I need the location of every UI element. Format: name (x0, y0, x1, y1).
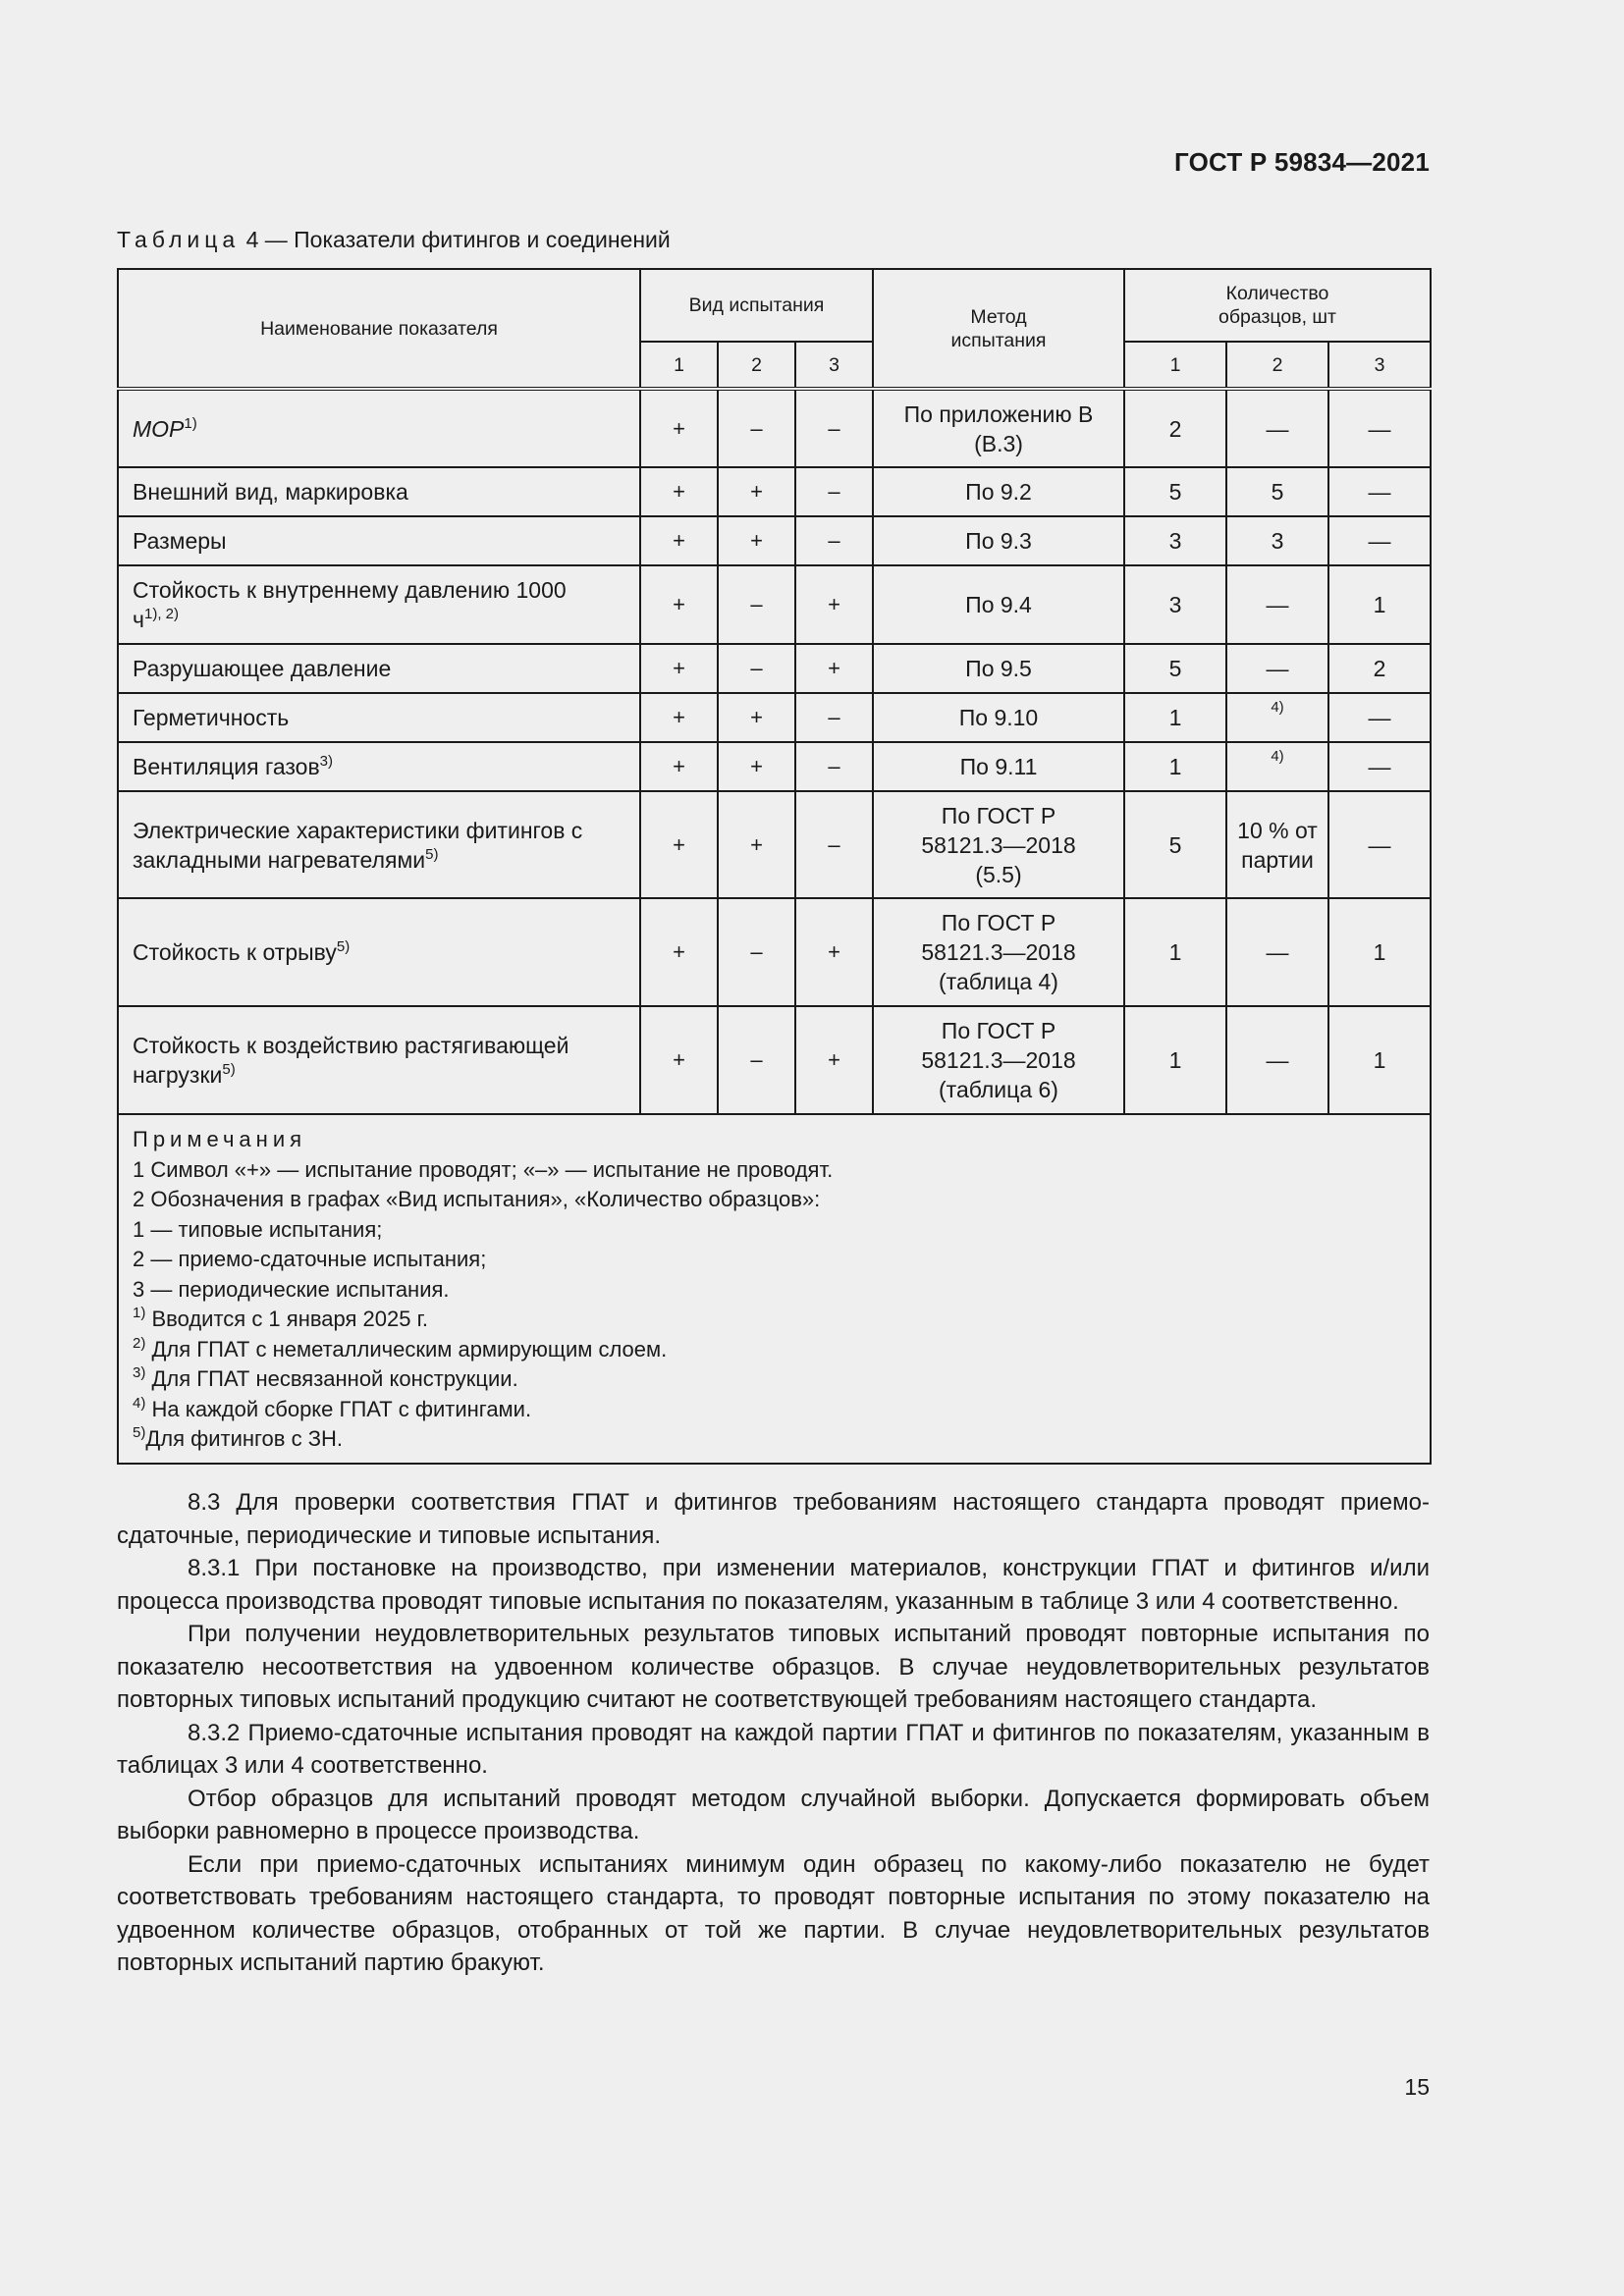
footnote: $^{5)}$Для фитингов с ЗН. (133, 1424, 343, 1451)
paragraph: При получении неудовлетворительных результатов типовых испытаний проводят повторные испытания по показателю несоответствия на удвоенном количестве образцов. В случае неудовлетворительных результатов повторных типовых испытаний продукцию считают не соответствующей требованиям настоящего стандарта. (117, 1621, 1430, 1713)
row-name: Герметичность (118, 693, 640, 742)
row-test-3: + (795, 644, 873, 693)
indicators-table (117, 268, 1432, 1465)
row-test-1: + (640, 516, 718, 565)
row-method: По ГОСТ Р 58121.3—2018 (таблица 6) (873, 1006, 1124, 1114)
row-samples-3: — (1328, 389, 1431, 467)
row-test-1: + (640, 1006, 718, 1114)
row-samples-1: 5 (1124, 791, 1226, 898)
table-header-row-1 (118, 269, 1431, 342)
table-caption-text: 4 — Показатели фитингов и соединений (245, 227, 671, 252)
row-test-1: + (640, 565, 718, 644)
row-samples-3: — (1328, 791, 1431, 898)
col-header-samples-1: 1 (1124, 342, 1226, 389)
paragraph: Отбор образцов для испытаний проводят методом случайной выборки. Допускается формировать объем выборки равномерно в процессе производства. (117, 1785, 1430, 1844)
row-test-3: + (795, 1006, 873, 1114)
row-test-2: + (718, 742, 795, 791)
col-header-samples-2: 2 (1226, 342, 1328, 389)
row-test-3: + (795, 898, 873, 1006)
row-samples-1: 1 (1124, 693, 1226, 742)
row-test-2: – (718, 898, 795, 1006)
row-samples-3: — (1328, 467, 1431, 516)
row-test-3: – (795, 467, 873, 516)
row-samples-1: 2 (1124, 389, 1226, 467)
row-samples-2: — (1226, 565, 1328, 644)
col-header-test-3: 3 (795, 342, 873, 389)
row-method: По 9.4 (873, 565, 1124, 644)
row-test-2: + (718, 791, 795, 898)
row-test-1: + (640, 389, 718, 467)
table-caption-word: Таблица (117, 227, 241, 252)
row-method: По ГОСТ Р 58121.3—2018 (таблица 4) (873, 898, 1124, 1006)
col-header-test-1: 1 (640, 342, 718, 389)
row-test-1: + (640, 742, 718, 791)
row-samples-3: 1 (1328, 1006, 1431, 1114)
row-method: По ГОСТ Р 58121.3—2018 (5.5) (873, 791, 1124, 898)
row-samples-3: — (1328, 742, 1431, 791)
row-test-1: + (640, 693, 718, 742)
row-test-1: + (640, 791, 718, 898)
row-name: Размеры (118, 516, 640, 565)
row-samples-1: 1 (1124, 1006, 1226, 1114)
row-name: Стойкость к внутреннему давлению 1000 $ч^{1), 2)}$ (118, 565, 640, 644)
row-samples-3: — (1328, 516, 1431, 565)
col-header-test-type: Вид испытания (640, 269, 873, 342)
row-test-3: + (795, 565, 873, 644)
row-method: По 9.10 (873, 693, 1124, 742)
page-number: 15 (1404, 2074, 1430, 2100)
table-row (118, 791, 1431, 898)
table-row (118, 516, 1431, 565)
row-samples-1: 1 (1124, 742, 1226, 791)
row-method: По 9.3 (873, 516, 1124, 565)
row-name: Электрические характеристики фитингов с закладными нагревателями$^{5)}$ (118, 791, 640, 898)
row-name: Разрушающее давление (118, 644, 640, 693)
row-test-1: + (640, 898, 718, 1006)
notes-title: Примечания (133, 1127, 307, 1151)
table-body (118, 389, 1431, 1464)
row-method: По 9.2 (873, 467, 1124, 516)
note-line: 2 — приемо-сдаточные испытания; (133, 1247, 487, 1271)
table-row (118, 693, 1431, 742)
row-samples-1: 3 (1124, 565, 1226, 644)
row-samples-2: — (1226, 389, 1328, 467)
row-test-2: – (718, 565, 795, 644)
table-notes (118, 1114, 1431, 1464)
table-row (118, 1006, 1431, 1114)
row-name: MOP$^{1)}$ (118, 389, 640, 467)
row-samples-2: — (1226, 898, 1328, 1006)
row-name: Стойкость к воздействию растягивающей нагрузки$^{5)}$ (118, 1006, 640, 1114)
table-row (118, 644, 1431, 693)
table-row (118, 742, 1431, 791)
col-header-samples: Количество образцов, шт (1124, 269, 1431, 342)
notes-row (118, 1114, 1431, 1464)
footnote: $^{1)}$ Вводится с 1 января 2025 г. (133, 1305, 429, 1331)
table-row (118, 467, 1431, 516)
note-line: 1 Символ «+» — испытание проводят; «–» — испытание не проводят. (133, 1156, 834, 1182)
paragraph: 8.3 Для проверки соответствия ГПАТ и фитингов требованиям настоящего стандарта проводят приемо-сдаточные, периодические и типовые испытания. (117, 1489, 1430, 1549)
row-name: Вентиляция газов$^{3)}$ (118, 742, 640, 791)
indicators-table-wrapper (117, 268, 1430, 1465)
footnote: $^{3)}$ Для ГПАТ несвязанной конструкции. (133, 1364, 518, 1391)
note-line: 2 Обозначения в графах «Вид испытания», «Количество образцов»: (133, 1187, 821, 1211)
row-samples-2: 3 (1226, 516, 1328, 565)
row-samples-3: 1 (1328, 898, 1431, 1006)
row-samples-3: 1 (1328, 565, 1431, 644)
row-samples-3: — (1328, 693, 1431, 742)
row-name: Внешний вид, маркировка (118, 467, 640, 516)
row-samples-2: — (1226, 644, 1328, 693)
paragraph: 8.3.2 Приемо-сдаточные испытания проводят на каждой партии ГПАТ и фитингов по показателям, указанным в таблицах 3 или 4 соответственно. (117, 1719, 1430, 1779)
row-test-2: – (718, 1006, 795, 1114)
row-samples-1: 5 (1124, 644, 1226, 693)
row-samples-1: 5 (1124, 467, 1226, 516)
body-text (117, 1486, 1430, 1980)
table-caption (117, 227, 671, 253)
note-line: 1 — типовые испытания; (133, 1216, 383, 1242)
paragraph: Если при приемо-сдаточных испытаниях минимум один образец по какому-либо показателю не будет соответствовать требованиям настоящего стандарта, то проводят повторные испытания по этому показателю на удвоенном количестве образцов, отобранных от той же партии. В случае неудовлетворительных результатов повторных испытаний партию бракуют. (117, 1850, 1430, 1976)
row-test-1: + (640, 467, 718, 516)
col-header-samples-3: 3 (1328, 342, 1431, 389)
row-samples-2: — (1226, 1006, 1328, 1114)
row-samples-1: 3 (1124, 516, 1226, 565)
note-line: 3 — периодические испытания. (133, 1276, 450, 1302)
row-test-3: – (795, 693, 873, 742)
row-samples-3: 2 (1328, 644, 1431, 693)
col-header-test-2: 2 (718, 342, 795, 389)
row-samples-2: 10 % от партии (1226, 791, 1328, 898)
row-samples-1: 1 (1124, 898, 1226, 1006)
row-samples-2: 4) (1226, 693, 1328, 742)
document-header: ГОСТ Р 59834—2021 (1174, 147, 1430, 177)
row-method: По 9.11 (873, 742, 1124, 791)
row-method: По 9.5 (873, 644, 1124, 693)
paragraph: 8.3.1 При постановке на производство, при изменении материалов, конструкции ГПАТ и фитингов и/или процесса производства проводят типовые испытания по показателям, указанным в таблице 3 или 4 соответственно. (117, 1555, 1430, 1615)
row-method: По приложению В (В.3) (873, 389, 1124, 467)
table-row (118, 898, 1431, 1006)
row-test-3: – (795, 516, 873, 565)
row-test-2: + (718, 516, 795, 565)
row-test-2: – (718, 644, 795, 693)
row-test-2: + (718, 467, 795, 516)
row-name: Стойкость к отрыву$^{5)}$ (118, 898, 640, 1006)
row-test-3: – (795, 389, 873, 467)
col-header-method: Метод испытания (873, 269, 1124, 389)
footnote: $^{2)}$ Для ГПАТ с неметаллическим армирующим слоем. (133, 1334, 668, 1362)
row-samples-2: 5 (1226, 467, 1328, 516)
row-test-2: – (718, 389, 795, 467)
row-samples-2: 4) (1226, 742, 1328, 791)
col-header-name: Наименование показателя (118, 269, 640, 389)
row-test-3: – (795, 742, 873, 791)
row-test-3: – (795, 791, 873, 898)
row-test-2: + (718, 693, 795, 742)
footnote: $^{4)}$ На каждой сборке ГПАТ с фитингами. (133, 1394, 532, 1421)
table-row (118, 565, 1431, 644)
row-test-1: + (640, 644, 718, 693)
table-row (118, 389, 1431, 467)
